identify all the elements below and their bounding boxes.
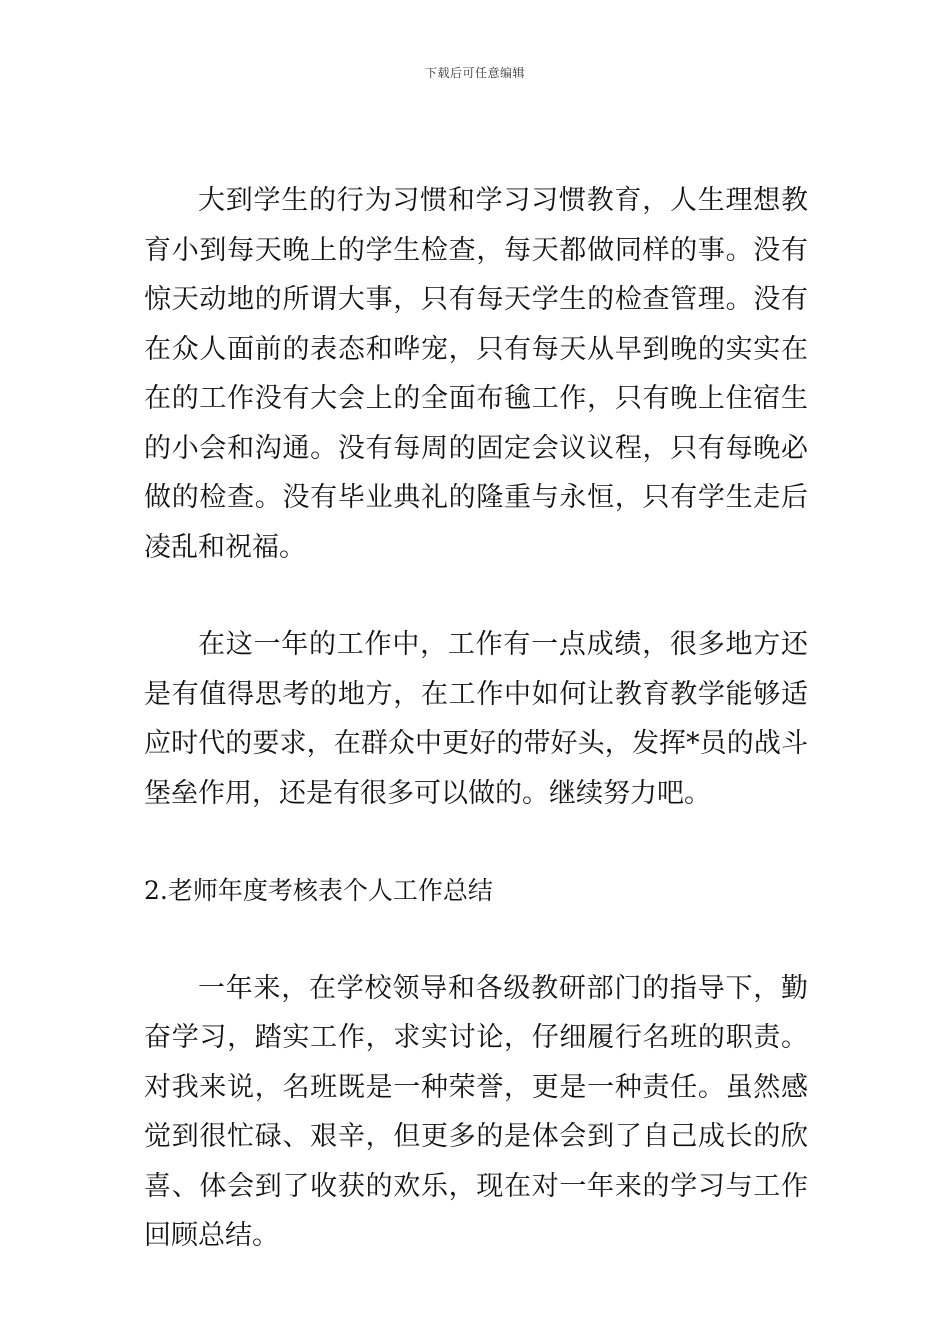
document-body — [144, 176, 808, 1261]
paragraph-2: 在这一年的工作中，工作有一点成绩，很多地方还是有值得思考的地方，在工作中如何让教育教学能够适应时代的要求，在群众中更好的带好头，发挥*员的战斗堡垒作用，还是有很多可以做的。继续努力吧。 — [144, 629, 808, 809]
paragraph-3: 一年来，在学校领导和各级教研部门的指导下，勤奋学习，踏实工作，求实讨论，仔细履行名班的职责。对我来说，名班既是一种荣誉，更是一种责任。虽然感觉到很忙碌、艰辛，但更多的是体会到了自己成长的欣喜、体会到了收获的欢乐，现在对一年来的学习与工作回顾总结。 — [144, 972, 808, 1251]
page-header: 下载后可任意编辑 — [424, 66, 525, 80]
section-heading: 2.老师年度考核表个人工作总结 — [144, 876, 493, 905]
paragraph-1: 大到学生的行为习惯和学习习惯教育，人生理想教育小到每天晚上的学生检查，每天都做同样的事。没有惊天动地的所谓大事，只有每天学生的检查管理。没有在众人面前的表态和哗宠，只有每天从早到晚的实实在在的工作没有大会上的全面布毺工作，只有晚上住宿生的小会和沟通。没有每周的固定会议议程，只有每晚必做的检查。没有毕业典礼的隆重与永恒，只有学生走后凌乱和祝福。 — [144, 185, 808, 563]
